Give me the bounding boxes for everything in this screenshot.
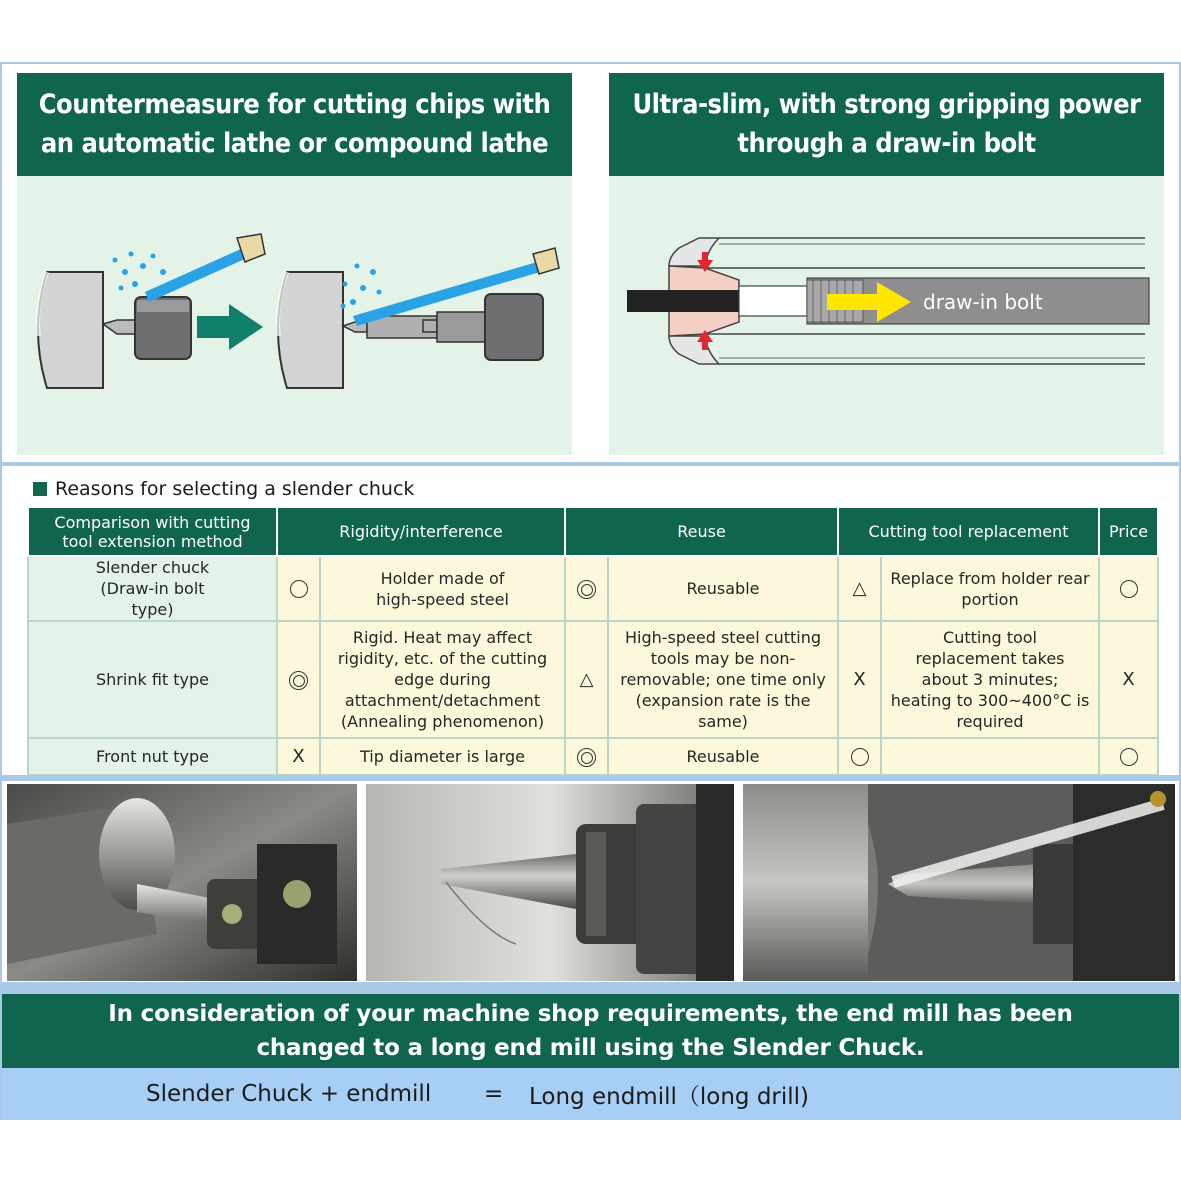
row-name: Shrink fit type [28,621,277,738]
panel-title-line: Countermeasure for cutting chips with [38,89,551,120]
rigidity-text: Rigid. Heat may affect rigidity, etc. of the cutting edge during attachment/detachment (Annealing phenomenon) [320,621,565,738]
rating-triangle-icon: △ [565,621,608,738]
rating-x-icon: X [1099,621,1158,738]
section-divider [2,775,1179,781]
header-method: Comparison with cutting tool extension method [28,507,277,556]
panel-title-line: through a draw-in bolt [737,128,1036,159]
banner-line: In consideration of your machine shop requirements, the end mill has been [108,1001,1073,1027]
table-row [28,556,1158,621]
square-bullet-icon [33,482,47,496]
chip-countermeasure-panel [17,73,572,455]
formula-left: Slender Chuck + endmill [146,1081,432,1107]
formula-right: Long endmill（long drill) [529,1083,810,1110]
header-replacement: Cutting tool replacement [838,507,1099,556]
machining-photo [743,784,1175,981]
row-name: Slender chuck (Draw-in bolt type) [28,556,277,621]
draw-in-bolt-label: draw-in bolt [923,290,1043,314]
table-row [28,738,1158,775]
rigidity-text: Holder made of high-speed steel [320,556,565,621]
replacement-text: Replace from holder rear portion [881,556,1099,621]
summary-banner [2,994,1179,1068]
panel-title [609,73,1164,176]
panel-title-line: an automatic lathe or compound lathe [40,128,549,159]
rating-double-circle-icon [565,556,608,621]
rating-x-icon: X [277,738,320,775]
banner-line: changed to a long end mill using the Slender Chuck. [256,1035,925,1061]
lathe-photo [7,784,357,981]
header-rigidity: Rigidity/interference [277,507,565,556]
reuse-text: High-speed steel cutting tools may be non-removable; one time only (expansion rate is the same) [608,621,838,738]
rating-triangle-icon: △ [838,556,881,621]
formula-equals: = [484,1081,504,1107]
rating-double-circle-icon [277,621,320,738]
right-arrow-icon [197,304,263,350]
replacement-text: Cutting tool replacement takes about 3 minutes; heating to 300~400°C is required [881,621,1099,738]
comparison-table [27,506,1159,776]
rating-x-icon: X [838,621,881,738]
panel-title [17,73,572,176]
draw-in-bolt-panel [609,73,1164,455]
draw-in-bolt-diagram [609,176,1164,455]
rating-circle-icon [1099,738,1158,775]
table-row [28,621,1158,738]
section-heading [33,477,414,501]
section-divider [2,982,1179,994]
rating-circle-icon [838,738,881,775]
replacement-text [881,738,1099,775]
reuse-text: Reusable [608,738,838,775]
panel-title-line: Ultra-slim, with strong gripping power [632,89,1141,120]
formula-bar [2,1068,1179,1120]
chuck-closeup-photo [366,784,734,981]
rigidity-text: Tip diameter is large [320,738,565,775]
rating-circle-icon [1099,556,1158,621]
rating-circle-icon [277,556,320,621]
row-name: Front nut type [28,738,277,775]
rating-double-circle-icon [565,738,608,775]
table-header-row [28,507,1158,556]
section-heading-text: Reasons for selecting a slender chuck [55,478,415,500]
reuse-text: Reusable [608,556,838,621]
header-price: Price [1099,507,1158,556]
header-reuse: Reuse [565,507,838,556]
lathe-illustration [17,176,572,455]
section-divider [2,462,1179,466]
